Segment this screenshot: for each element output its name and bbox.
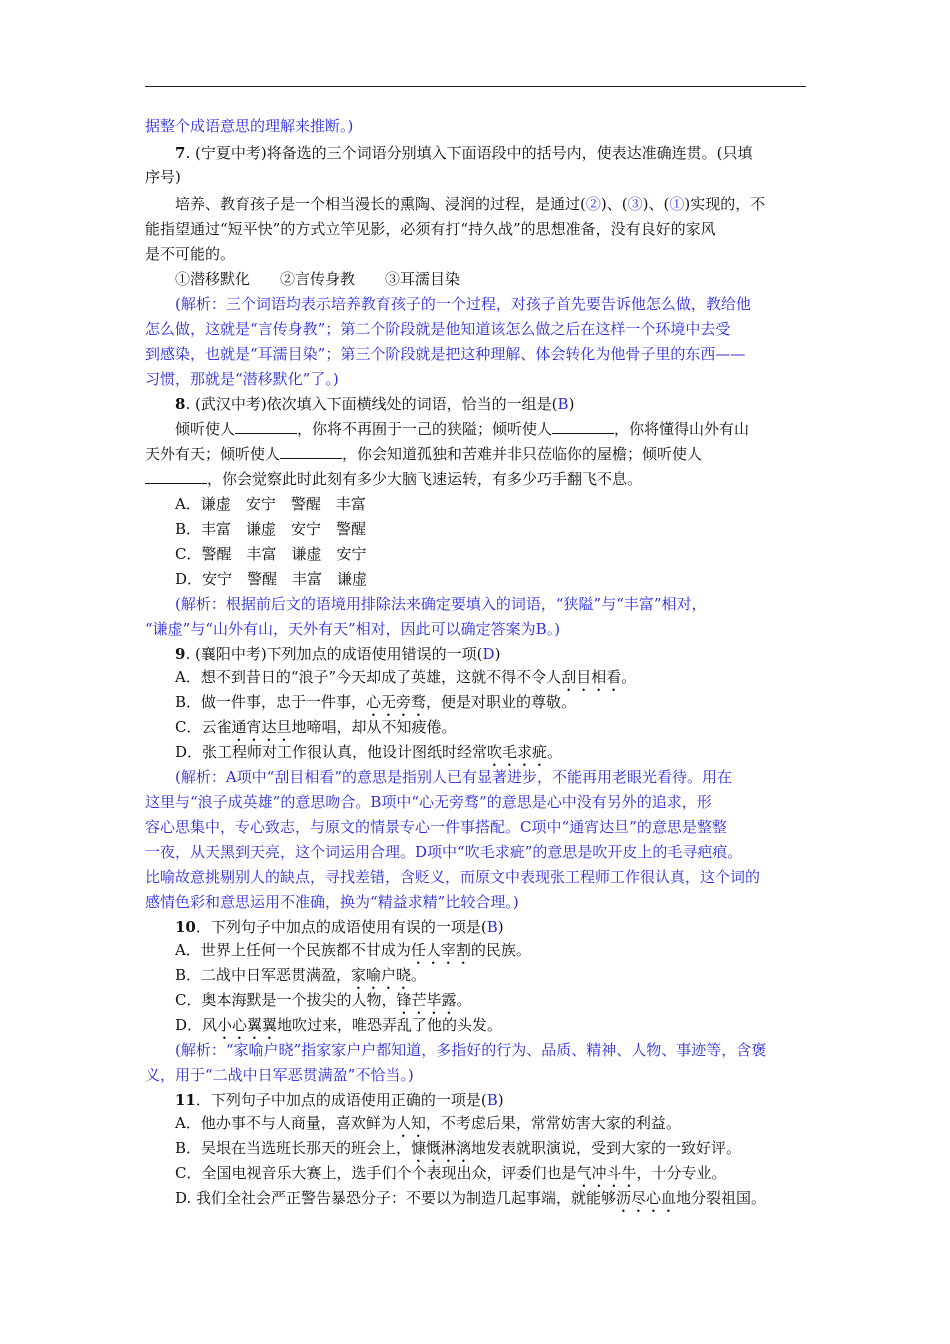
q8-blank-2 (552, 419, 614, 434)
q10-answer: B (486, 918, 498, 936)
option-text: ，十分专业。 (636, 1164, 727, 1182)
q9-answer: D (482, 645, 495, 663)
dotted-idiom: 家喻户晓 (351, 966, 412, 984)
q10-number: 10 (175, 918, 196, 936)
q7-answer-2: ③ (627, 195, 643, 213)
q9-stem-text: . (襄阳中考)下列加点的成语使用错误的一项( (185, 645, 483, 663)
q7-passage-line-2: 能指望通过“短平快”的方式立竿见影，必须有打“持久战”的思想准备，没有良好的家风 (145, 220, 716, 238)
q10-option-c (175, 990, 810, 1018)
q7-number: 7 (175, 144, 186, 162)
q7-passage-text: )实现的，不 (684, 195, 766, 213)
q8-explanation-1: (解析：根据前后文的语境用排除法来确定要填入的词语，“狭隘”与“丰富”相对， (175, 595, 707, 613)
dotted-idiom: 刮目相看 (561, 668, 622, 686)
q7-explanation-4: 习惯，那就是“潜移默化”了。) (145, 370, 339, 388)
option-text: 地分裂祖国。 (676, 1189, 767, 1207)
q8-explanation-2: “谦虚”与“山外有山，天外有天”相对，因此可以确定答案为B。) (145, 620, 561, 638)
q11-option-d (175, 1188, 810, 1216)
q8-blank-4 (145, 469, 207, 484)
dotted-idiom: 通宵达旦 (231, 718, 292, 736)
q8-blank-1 (235, 419, 297, 434)
dotted-idiom: 慷慨淋漓 (411, 1139, 472, 1157)
q8-stem (175, 394, 810, 414)
dotted-idiom: 小心翼翼 (217, 1016, 278, 1034)
q7-passage-line-3: 是不可能的。 (145, 245, 236, 263)
q7-passage-line-1 (175, 194, 810, 214)
q9-explanation-4: 一夜，从天黑到天亮，这个词运用合理。D项中“吹毛求疵”的意思是吹开皮上的毛寻疤痕。 (145, 843, 743, 861)
q11-option-a (175, 1113, 810, 1141)
q8-option-b: B．丰富 谦虚 安宁 警醒 (175, 520, 367, 538)
q8-passage-line-2 (145, 444, 810, 464)
q8-passage-text: 倾听使人 (175, 420, 236, 438)
option-text: C．全国电视音乐大赛上，选手们个个表现出众，评委们也是 (175, 1164, 577, 1182)
dotted-idiom: 任人宰割 (410, 941, 471, 959)
q8-passage-text: ，你会觉察此时此刻有多少大脑飞速运转，有多少巧手翻飞不息。 (207, 470, 643, 488)
option-text: ，不考虑后果，常常妨害大家的利益。 (425, 1114, 681, 1132)
q9-option-a (175, 667, 810, 695)
q10-explanation-2: 义，用于“二战中日军恶贯满盈”不恰当。) (145, 1066, 414, 1084)
option-text: B．做一件事，忠于一件事， (175, 693, 367, 711)
option-text: B．吴垠在当选班长那天的班会上， (175, 1139, 412, 1157)
option-text: 。 (411, 966, 427, 984)
q11-option-b (175, 1138, 810, 1166)
q10-option-b (175, 965, 810, 993)
option-text: 地吹过来，唯恐弄乱了他的头发。 (277, 1016, 503, 1034)
q7-explanation-2: 怎么做，这就是“言传身教”；第二个阶段就是他知道该怎么做之后在这样一个环境中去受 (145, 320, 731, 338)
q9-stem-close: ) (494, 645, 501, 663)
option-text: A．想不到昔日的“浪子”今天却成了英雄，这就不得不令人 (175, 668, 562, 686)
q6-explanation-tail: 据整个成语意思的理解来推断。) (145, 117, 354, 135)
option-text: C．云雀 (175, 718, 232, 736)
q11-answer: B (486, 1091, 498, 1109)
q9-option-d (175, 742, 810, 770)
dotted-idiom: 心无旁骛 (366, 693, 427, 711)
option-text: 。 (547, 743, 563, 761)
q8-blank-3 (280, 444, 342, 459)
option-text: ，便是对职业的尊敬。 (426, 693, 577, 711)
dotted-idiom: 沥尽心血 (616, 1189, 677, 1207)
option-text: 地发表就职演说，受到大家的一致好评。 (471, 1139, 742, 1157)
q11-stem-close: ) (497, 1091, 504, 1109)
q7-options: ①潜移默化 ②言传身教 ③耳濡目染 (175, 270, 461, 288)
q7-passage-text: 培养、教育孩子是一个相当漫长的熏陶、浸润的过程，是通过( (175, 195, 586, 213)
header-rule (145, 86, 806, 87)
q11-stem (175, 1090, 810, 1110)
option-text: B．二战中日军恶贯满盈， (175, 966, 352, 984)
dotted-idiom: 吹毛求疵 (487, 743, 548, 761)
q8-passage-text: 天外有天；倾听使人 (145, 445, 281, 463)
q10-option-d (175, 1015, 810, 1043)
q7-stem-cont: 序号) (145, 168, 181, 186)
dotted-idiom: 气冲斗牛 (576, 1164, 637, 1182)
q8-number: 8 (175, 395, 186, 413)
q9-explanation-6: 感情色彩和意思运用不准确，换为“精益求精”比较合理。) (145, 893, 519, 911)
option-text: 。 (621, 668, 637, 686)
q7-answer-3: ① (669, 195, 685, 213)
q7-stem (175, 143, 810, 163)
q7-stem-text: . (宁夏中考)将备选的三个词语分别填入下面语段中的括号内，使表达准确连贯。(只填 (185, 144, 753, 162)
option-text: D．风 (175, 1016, 218, 1034)
option-text: A．世界上任何一个民族都不甘成为 (175, 941, 411, 959)
q9-number: 9 (175, 645, 186, 663)
q10-stem (175, 917, 810, 937)
q9-explanation-2: 这里与“浪子成英雄”的意思吻合。B项中“心无旁骛”的意思是心中没有另外的追求，形 (145, 793, 712, 811)
q8-option-c: C．警醒 丰富 谦虚 安宁 (175, 545, 367, 563)
option-text: D．张工程师对工作很认真，他设计图纸时经常 (175, 743, 488, 761)
q8-passage-text: ，你会知道孤独和苦难并非只莅临你的屋檐；倾听使人 (342, 445, 703, 463)
q8-option-a: A．谦虚 安宁 警醒 丰富 (175, 495, 366, 513)
q9-explanation-1: (解析：A项中“刮目相看”的意思是指别人已有显著进步，不能再用老眼光看待。用在 (175, 768, 733, 786)
q8-passage-text: ，你将懂得山外有山 (614, 420, 750, 438)
q8-passage-line-1 (175, 419, 810, 439)
q8-answer: B (557, 395, 569, 413)
q8-option-d: D．安宁 警醒 丰富 谦虚 (175, 570, 368, 588)
option-text: C．奥本海默是一个拔尖的人物， (175, 991, 397, 1009)
q7-explanation-3: 到感染，也就是“耳濡目染”；第三个阶段就是把这种理解、体会转化为他骨子里的东西—— (145, 345, 746, 363)
q8-passage-text: ，你将不再囿于一己的狭隘；倾听使人 (297, 420, 553, 438)
dotted-idiom: 锋芒毕露 (396, 991, 457, 1009)
option-text: 地啼唱，却从不知疲倦。 (291, 718, 457, 736)
q7-explanation-1: (解析：三个词语均表示培养教育孩子的一个过程，对孩子首先要告诉他怎么做，教给他 (175, 295, 751, 313)
q9-option-b (175, 692, 810, 720)
q11-stem-text: ．下列句子中加点的成语使用正确的一项是( (195, 1091, 487, 1109)
q9-explanation-3: 容心思集中，专心致志，与原文的情景专心一件事搭配。C项中“通宵达旦”的意思是整整 (145, 818, 727, 836)
q9-explanation-5: 比喻故意挑剔别人的缺点，寻找差错，含贬义，而原文中表现张工程师工作很认真，这个词的 (145, 868, 761, 886)
option-text: A．他办事不与人商量，喜欢鲜为 (175, 1114, 396, 1132)
q10-stem-text: ．下列句子中加点的成语使用有误的一项是( (195, 918, 487, 936)
q10-option-a (175, 940, 810, 968)
q10-stem-close: ) (497, 918, 504, 936)
option-text: 的民族。 (470, 941, 531, 959)
q7-passage-text: )、( (642, 195, 670, 213)
q8-stem-close: ) (568, 395, 575, 413)
q8-passage-line-3 (145, 469, 810, 489)
dotted-idiom: 人知 (395, 1114, 426, 1132)
q10-explanation-1: (解析：“家喻户晓”指家家户户都知道，多指好的行为、品质、精神、人物、事迹等，含褒 (175, 1041, 767, 1059)
q11-number: 11 (175, 1091, 196, 1109)
q9-stem (175, 644, 810, 664)
q8-stem-text: . (武汉中考)依次填入下面横线处的词语，恰当的一组是( (185, 395, 558, 413)
option-text: 。 (456, 991, 472, 1009)
q11-option-c (175, 1163, 810, 1191)
option-text: D. 我们全社会严正警告暴恐分子：不要以为制造几起事端，就能够 (175, 1189, 617, 1207)
q9-option-c (175, 717, 810, 745)
q7-answer-1: ② (585, 195, 601, 213)
q7-passage-text: )、( (600, 195, 628, 213)
